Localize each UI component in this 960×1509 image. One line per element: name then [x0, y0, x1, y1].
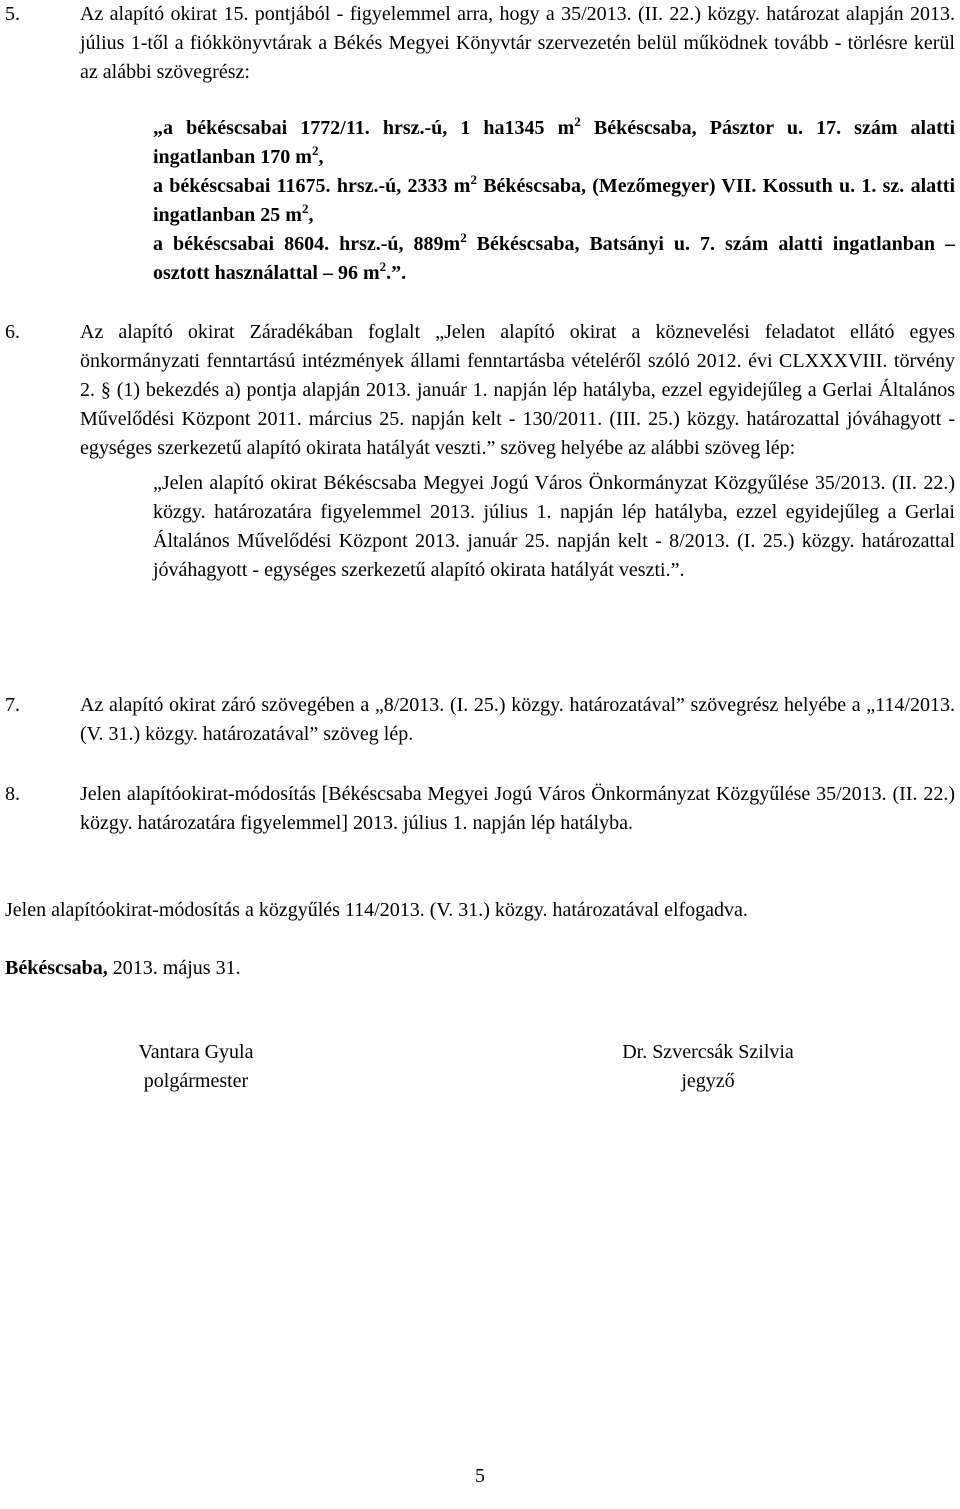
item-text: Jelen alapítóokirat-módosítás [Békéscsaba Megyei Jogú Város Önkormányzat Közgyűlése 35/2013. (II. 22.) közgy. határozatára figyelemmel] 2013. július 1. napján lép hatályba. [80, 783, 955, 834]
quote-segment: Békéscsaba, Batsányi u. 7. szám alatti ingatlanban – osztott használattal – 96 m [153, 233, 955, 284]
place-date [5, 954, 241, 983]
item-number: 5. [5, 3, 20, 25]
signatory-title: polgármester [143, 1070, 249, 1092]
signature-block-notary [588, 1038, 828, 1096]
deleted-text-quote [153, 114, 955, 288]
item-number: 6. [5, 321, 20, 343]
item-7 [0, 691, 955, 749]
item-text: Az alapító okirat Záradékában foglalt „Jelen alapító okirat a köznevelési feladatot ellátó egyes önkormányzati fenntartású intézmények állami fenntartásba vételéről szóló 2012. évi CLXXXVIII. törvény 2. § (1) bekezdés a) pontja alapján 2013. január 1. napján lép hatályba, ezzel egyidejűleg a Gerlai Általános Művelődési Központ 2011. március 25. napján kelt - 130/2011. (III. 25.) közgy. határozattal jóváhagyott - egységes szerkezetű alapító okirata hatályát veszti.” szöveg helyébe az alábbi szöveg lép: [80, 321, 955, 459]
item-5 [0, 0, 955, 87]
quote-segment: a békéscsabai 8604. hrsz.-ú, 889m [153, 233, 461, 255]
quote-segment: Békéscsaba, Pásztor u. 17. szám alatti ingatlanban 170 m [153, 117, 955, 168]
item-number: 7. [5, 694, 20, 716]
item-6 [0, 318, 955, 585]
quote-segment: a békéscsabai 11675. hrsz.-ú, 2333 m [153, 175, 471, 197]
item-quote [80, 469, 955, 585]
adoption-statement: Jelen alapítóokirat-módosítás a közgyűlés 114/2013. (V. 31.) közgy. határozatával elfogadva. [5, 899, 748, 921]
replacement-text-quote: „Jelen alapító okirat Békéscsaba Megyei Jogú Város Önkormányzat Közgyűlése 35/2013. (II. 22.) közgy. határozatára figyelemmel 2013. július 1. napján lép hatályba, ezzel egyidejűleg a Gerlai Általános Művelődési Központ 2013. január 25. napján kelt - 8/2013. (I. 25.) közgy. határozattal jóváhagyott - egységes szerkezetű alapító okirata hatályát veszti.”. [153, 472, 955, 581]
date: 2013. május 31. [107, 957, 241, 979]
signatory-name: Dr. Szvercsák Szilvia [622, 1041, 794, 1063]
superscript: 2 [301, 201, 309, 216]
page-number: 5 [475, 1465, 485, 1487]
quote-segment: , [308, 204, 314, 226]
item-text: Az alapító okirat 15. pontjából - figyelemmel arra, hogy a 35/2013. (II. 22.) közgy. határozat alapján 2013. július 1-től a fiókkönyvtárak a Békés Megyei Könyvtár szervezetén belül működnek tovább - törlésre kerül az alábbi szövegrész: [80, 3, 955, 83]
quote-segment: Békéscsaba, (Mezőmegyer) VII. Kossuth u. 1. sz. alatti ingatlanban 25 m [153, 175, 955, 226]
superscript: 2 [574, 114, 581, 129]
superscript: 2 [311, 143, 319, 158]
superscript: 2 [470, 172, 477, 187]
place: Békéscsaba, [5, 957, 108, 979]
quote-segment: .”. [386, 262, 407, 284]
quote-segment: „a békéscsabai 1772/11. hrsz.-ú, 1 ha1345 m [153, 117, 575, 139]
superscript: 2 [379, 259, 387, 274]
item-text: Az alapító okirat záró szövegében a „8/2013. (I. 25.) közgy. határozatával” szövegrész helyébe a „114/2013. (V. 31.) közgy. határozatával” szöveg lép. [80, 694, 955, 745]
quote-segment: , [318, 146, 324, 168]
signatory-title: jegyző [681, 1070, 735, 1092]
signatory-name: Vantara Gyula [138, 1041, 254, 1063]
item-8 [0, 780, 955, 838]
signature-block-mayor [96, 1038, 296, 1096]
superscript: 2 [460, 230, 467, 245]
item-number: 8. [5, 783, 20, 805]
